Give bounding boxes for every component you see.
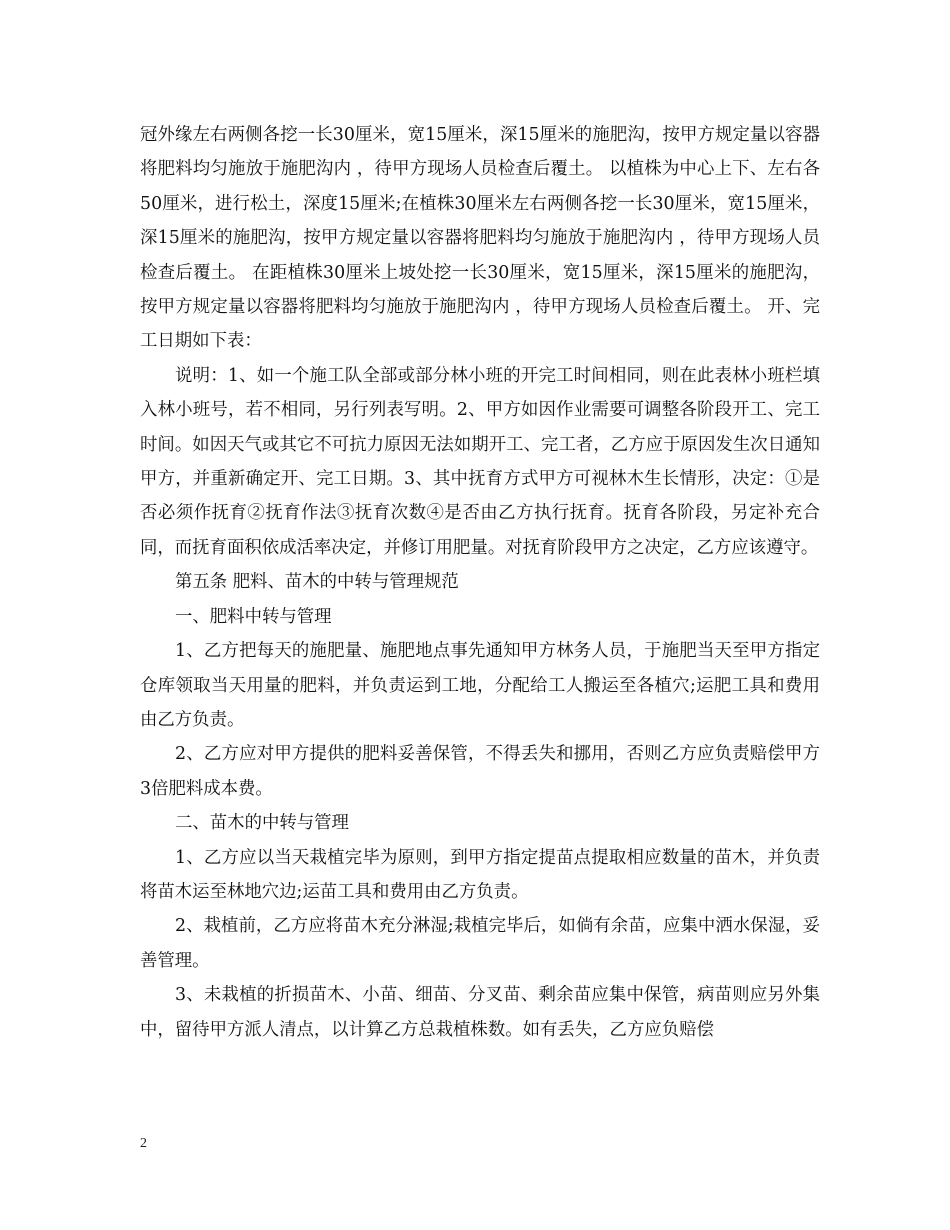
paragraph-fertilizer-item-2: 2、乙方应对甲方提供的肥料妥善保管，不得丢失和挪用，否则乙方应负责赔偿甲方3倍肥料成本费。	[140, 744, 820, 799]
section-heading-fertilizer: 一、肥料中转与管理	[175, 606, 332, 627]
document-body	[140, 118, 820, 1047]
paragraph-notes: 说明：1、如一个施工队全部或部分林小班的开完工时间相同，则在此表林小班栏填入林小班号，若不相同，另行列表写明。2、甲方如因作业需要可调整各阶段开工、完工时间。如因天气或其它不可抗力原因无法如期开工、完工者，乙方应于原因发生次日通知甲方，并重新确定开、完工日期。3、其中抚育方式甲方可视林木生长情形，决定：①是否必须作抚育②抚育作法③抚育次数④是否由乙方执行抚育。抚育各阶段，另定补充合同，而抚育面积依成活率决定，并修订用肥量。对抚育阶段甲方之决定，乙方应该遵守。	[140, 365, 820, 558]
page-number: 2	[140, 1136, 147, 1151]
paragraph-fertilizer-item-1: 1、乙方把每天的施肥量、施肥地点事先通知甲方林务人员，于施肥当天至甲方指定仓库领取当天用量的肥料，并负责运到工地，分配给工人搬运至各植穴;运肥工具和费用由乙方负责。	[140, 641, 820, 730]
article-heading: 第五条 肥料、苗木的中转与管理规范	[175, 572, 459, 593]
paragraph-fertilizer-trench: 冠外缘左右两侧各挖一长30厘米，宽15厘米，深15厘米的施肥沟，按甲方规定量以容器将肥料均匀施放于施肥沟内 ，待甲方现场人员检查后覆土。 以植株为中心上下、左右各50厘米，进行松土，深度15厘米;在植株30厘米左右两侧各挖一长30厘米，宽15厘米，深15厘米的施肥沟，按甲方规定量以容器将肥料均匀施放于施肥沟内 ，待甲方现场人员检查后覆土。 在距植株30厘米上坡处挖一长30厘米，宽15厘米，深15厘米的施肥沟，按甲方规定量以容器将肥料均匀施放于施肥沟内 ，待甲方现场人员检查后覆土。 开、完工日期如下表：	[140, 125, 820, 352]
section-heading-seedlings: 二、苗木的中转与管理	[175, 813, 349, 834]
paragraph-seedling-item-3: 3、未栽植的折损苗木、小苗、细苗、分叉苗、剩余苗应集中保管，病苗则应另外集中，留待甲方派人清点，以计算乙方总栽植株数。如有丢失，乙方应负赔偿	[140, 985, 820, 1040]
paragraph-seedling-item-2: 2、栽植前，乙方应将苗木充分淋湿;栽植完毕后，如倘有余苗，应集中洒水保湿，妥善管理。	[140, 916, 820, 971]
paragraph-seedling-item-1: 1、乙方应以当天栽植完毕为原则，到甲方指定提苗点提取相应数量的苗木，并负责将苗木运至林地穴边;运苗工具和费用由乙方负责。	[140, 847, 820, 902]
